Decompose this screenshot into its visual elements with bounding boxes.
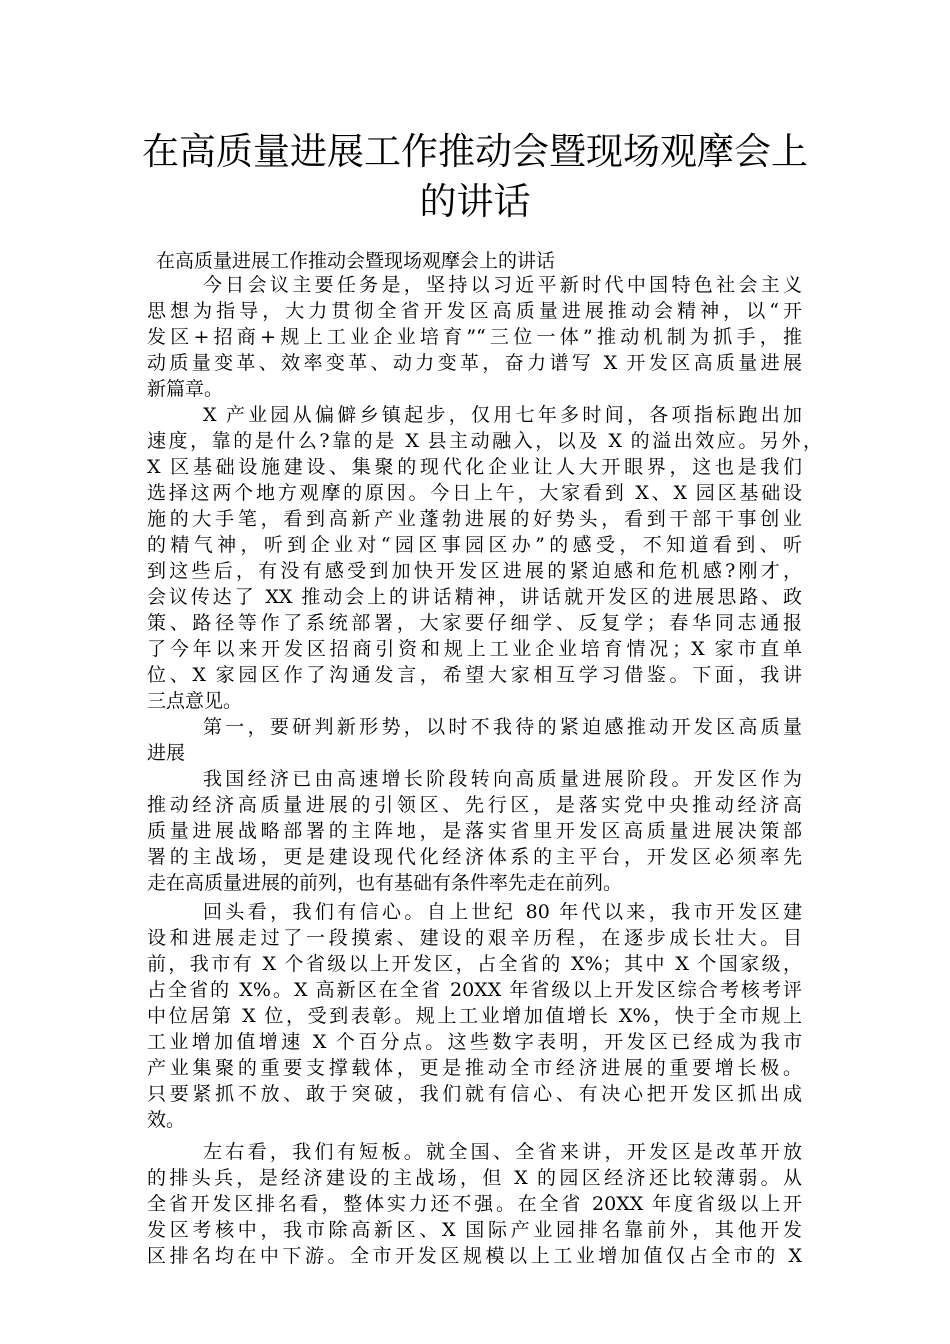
- body-line: 中位居第 X 位，受到表彰。规上工业增加值增长 X%，快于全市规上: [147, 1005, 802, 1027]
- body-line: 工业增加值增速 X 个百分点。这些数字表明，开发区已经成为我市: [147, 1031, 802, 1053]
- body-line: X 产业园从偏僻乡镇起步，仅用七年多时间，各项指标跑出加: [203, 404, 802, 426]
- section-heading-line: 进展: [147, 742, 186, 764]
- body-line: 产业集聚的重要支撑载体，更是推动全市经济进展的重要增长极。: [147, 1057, 802, 1079]
- body-line: 设和进展走过了一段摸索、建设的艰辛历程，在逐步成长壮大。目: [147, 927, 802, 949]
- body-line: 左右看，我们有短板。就全国、全省来讲，开发区是改革开放: [203, 1141, 802, 1163]
- document-title-line-1: 在高质量进展工作推动会暨现场观摩会上: [142, 130, 808, 173]
- body-line: 三点意见。: [147, 690, 243, 712]
- body-line: 我国经济已由高速增长阶段转向高质量进展阶段。开发区作为: [203, 768, 802, 790]
- body-line: 全省开发区排名看，整体实力还不强。在全省 20XX 年度省级以上开: [147, 1193, 802, 1215]
- body-line: 选择这两个地方观摩的原因。今日上午，大家看到 X、X 园区基础设: [147, 482, 802, 504]
- body-line: 发区考核中，我市除高新区、X 国际产业园排名靠前外，其他开发: [147, 1219, 802, 1241]
- body-line: X 区基础设施建设、集聚的现代化企业让人大开眼界，这也是我们: [147, 456, 802, 478]
- body-line: 占全省的 X%。X 高新区在全省 20XX 年省级以上开发区综合考核考评: [147, 979, 802, 1001]
- body-line: 质量进展战略部署的主阵地，是落实省里开发区高质量进展决策部: [147, 820, 802, 842]
- body-line: 前，我市有 X 个省级以上开发区，占全省的 X%；其中 X 个国家级，: [147, 953, 802, 975]
- body-line: 策、路径等作了系统部署，大家要仔细学、反复学；春华同志通报: [147, 612, 802, 634]
- body-line: 动质量变革、效率变革、动力变革，奋力谱写 X 开发区高质量进展: [147, 352, 802, 374]
- body-line: 施的大手笔，看到高新产业蓬勃进展的好势头，看到干部干事创业: [147, 508, 802, 530]
- body-line: 思想为指导，大力贯彻全省开发区高质量进展推动会精神，以“开: [147, 300, 802, 322]
- body-line: 只要紧抓不放、敢于突破，我们就有信心、有决心把开发区抓出成: [147, 1083, 802, 1105]
- body-line: 今日会议主要任务是，坚持以习近平新时代中国特色社会主义: [203, 274, 802, 296]
- body-line: 署的主战场，更是建设现代化经济体系的主平台，开发区必须率先: [147, 846, 802, 868]
- body-line: 的精气神，听到企业对“园区事园区办”的感受，不知道看到、听: [147, 534, 802, 556]
- body-line: 区排名均在中下游。全市开发区规模以上工业增加值仅占全市的 X: [147, 1245, 802, 1267]
- body-line: 新篇章。: [147, 378, 224, 400]
- body-line: 了今年以来开发区招商引资和规上工业企业培育情况；X 家市直单: [147, 638, 802, 660]
- document-subtitle: 在高质量进展工作推动会暨现场观摩会上的讲话: [156, 250, 556, 272]
- body-line: 的排头兵，是经济建设的主战场，但 X 的园区经济还比较薄弱。从: [147, 1167, 802, 1189]
- body-line: 效。: [147, 1109, 186, 1131]
- body-line: 位、X 家园区作了沟通发言，希望大家相互学习借鉴。下面，我讲: [147, 664, 802, 686]
- body-line: 到这些后，有没有感受到加快开发区进展的紧迫感和危机感?刚才，: [147, 560, 802, 582]
- body-line: 发区+招商+规上工业企业培育”“三位一体”推动机制为抓手，推: [147, 326, 802, 348]
- body-line: 回头看，我们有信心。自上世纪 80 年代以来，我市开发区建: [203, 901, 802, 923]
- document-title-line-2: 的讲话: [419, 180, 531, 223]
- body-line: 会议传达了 XX 推动会上的讲话精神，讲话就开发区的进展思路、政: [147, 586, 802, 608]
- body-line: 走在高质量进展的前列，也有基础有条件率先走在前列。: [147, 872, 623, 894]
- section-heading-line: 第一，要研判新形势，以时不我待的紧迫感推动开发区高质量: [203, 716, 802, 738]
- body-line: 推动经济高质量进展的引领区、先行区，是落实党中央推动经济高: [147, 794, 802, 816]
- body-line: 速度，靠的是什么?靠的是 X 县主动融入，以及 X 的溢出效应。另外，: [147, 430, 822, 452]
